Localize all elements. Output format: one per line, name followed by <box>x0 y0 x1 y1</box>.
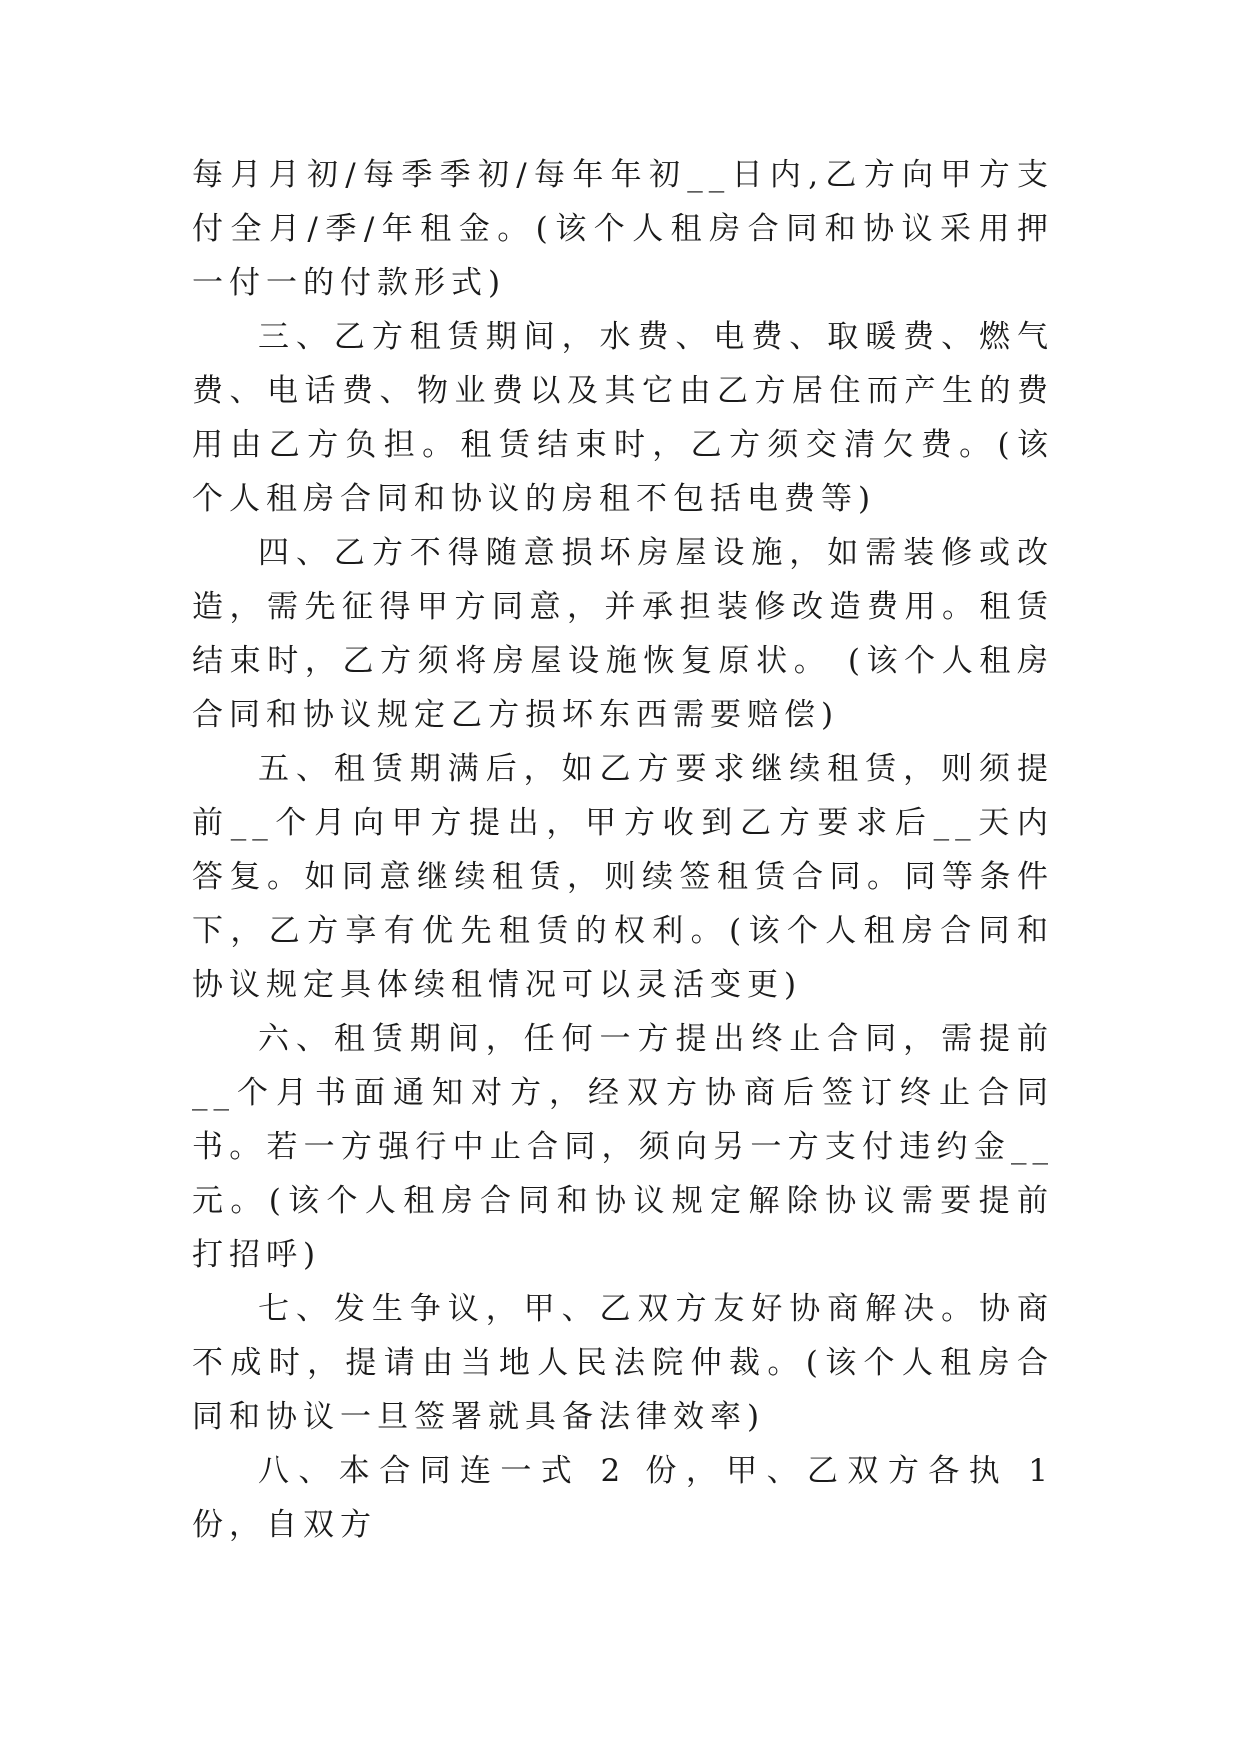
paragraph-clause-8: 八、本合同连一式 2 份，甲、乙双方各执 1 份，自双方 <box>192 1453 1054 1543</box>
document-body <box>192 148 1054 1552</box>
paragraph-clause-7: 七、发生争议，甲、乙双方友好协商解决。协商不成时，提请由当地人民法院仲裁。(该个人租房合同和协议一旦签署就具备法律效率) <box>192 1291 1054 1435</box>
paragraph-clause-6: 六、租赁期间，任何一方提出终止合同，需提前__个月书面通知对方，经双方协商后签订终止合同书。若一方强行中止合同，须向另一方支付违约金__元。(该个人租房合同和协议规定解除协议需要提前打招呼) <box>192 1021 1054 1273</box>
paragraph-clause-5: 五、租赁期满后，如乙方要求继续租赁，则须提前__个月向甲方提出，甲方收到乙方要求后__天内答复。如同意继续租赁，则续签租赁合同。同等条件下，乙方享有优先租赁的权利。(该个人租房合同和协议规定具体续租情况可以灵活变更) <box>192 751 1054 1003</box>
paragraph-clause-4: 四、乙方不得随意损坏房屋设施，如需装修或改造，需先征得甲方同意，并承担装修改造费用。租赁结束时，乙方须将房屋设施恢复原状。 (该个人租房合同和协议规定乙方损坏东西需要赔偿) <box>192 535 1054 733</box>
paragraph-clause-3: 三、乙方租赁期间，水费、电费、取暖费、燃气费、电话费、物业费以及其它由乙方居住而产生的费用由乙方负担。租赁结束时，乙方须交清欠费。(该个人租房合同和协议的房租不包括电费等) <box>192 319 1054 517</box>
paragraph-payment-terms: 每月月初/每季季初/每年年初__日内,乙方向甲方支付全月/季/年租金。(该个人租房合同和协议采用押一付一的付款形式) <box>192 157 1054 301</box>
